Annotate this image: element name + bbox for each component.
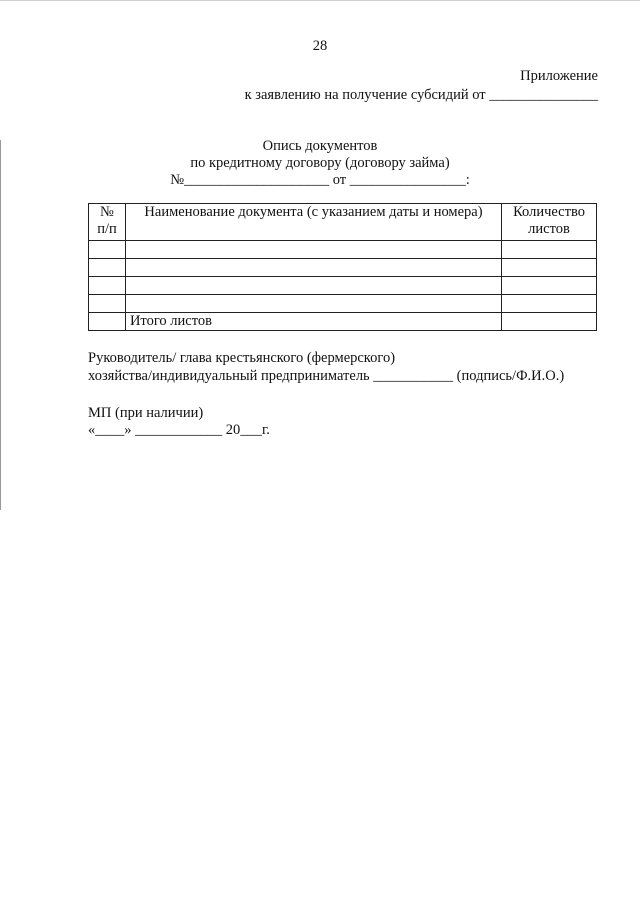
cell-count — [502, 259, 597, 277]
cell-name — [125, 241, 501, 259]
date-line: «____» ____________ 20___г. — [88, 422, 270, 438]
header-name: Наименование документа (с указанием даты и номера) — [125, 204, 501, 241]
cell-num — [89, 259, 126, 277]
total-label: Итого листов — [125, 313, 501, 331]
stamp-label: МП (при наличии) — [88, 405, 204, 421]
signature-line-2: хозяйства/индивидуальный предприниматель ___________ (подпись/Ф.И.О.) — [88, 368, 565, 384]
appendix-line: к заявлению на получение субсидий от _______________ — [244, 87, 598, 103]
signature-line-1: Руководитель/ глава крестьянского (фермерского) — [88, 350, 396, 366]
table-row — [89, 277, 597, 295]
cell-name — [125, 277, 501, 295]
table-row — [89, 259, 597, 277]
page-number: 28 — [312, 38, 328, 54]
cell-count — [502, 241, 597, 259]
cell-name — [125, 295, 501, 313]
documents-table — [88, 203, 597, 331]
title-line-2: по кредитному договору (договору займа) — [190, 155, 450, 171]
appendix-label: Приложение — [520, 68, 598, 84]
header-num: № п/п — [89, 204, 126, 241]
title-line-3: №____________________ от ________________: — [170, 172, 470, 188]
total-count — [502, 313, 597, 331]
cell-count — [502, 277, 597, 295]
cell-name — [125, 259, 501, 277]
table-row — [89, 295, 597, 313]
header-count: Количество листов — [502, 204, 597, 241]
title-line-1: Опись документов — [262, 138, 378, 154]
table-total-row — [89, 313, 597, 331]
cell-num — [89, 277, 126, 295]
cell-count — [502, 295, 597, 313]
table-row — [89, 241, 597, 259]
cell-num — [89, 241, 126, 259]
scan-edge-top — [0, 0, 640, 1]
table-header-row — [89, 204, 597, 241]
scan-edge-left — [0, 140, 1, 510]
cell-num — [89, 313, 126, 331]
cell-num — [89, 295, 126, 313]
